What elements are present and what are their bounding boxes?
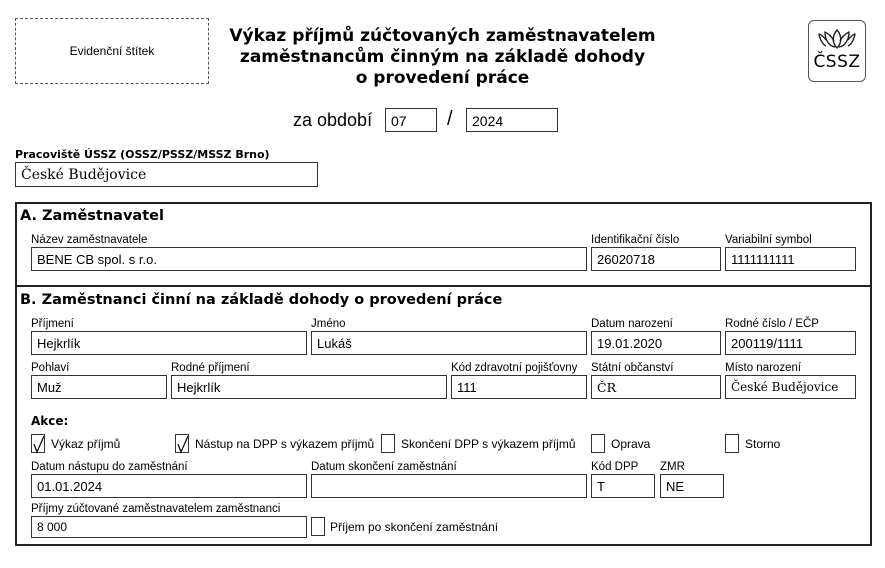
start-date-field[interactable]: 01.01.2024 [31,474,307,498]
dpp-code-label: Kód DPP [591,461,639,473]
checkmark-icon [32,435,46,454]
action-vykaz-label: Výkaz příjmů [51,437,121,451]
firstname-field[interactable]: Lukáš [311,331,587,355]
employer-ic-field[interactable]: 26020718 [591,247,721,271]
actions-label: Akce: [31,414,69,428]
gender-label: Pohlaví [31,362,70,374]
firstname-label: Jméno [311,318,346,330]
period-separator: / [447,108,453,130]
citizenship-field[interactable]: ČR [591,375,721,399]
employer-name-label: Název zaměstnavatele [31,234,148,246]
surname-label: Příjmení [31,318,74,330]
action-nastup-label: Nástup na DPP s výkazem příjmů [195,437,375,451]
income-label: Příjmy zúčtované zaměstnavatelem zaměstnanci [31,503,281,515]
section-divider [15,285,872,287]
evidencni-stitek-box [15,18,209,84]
period-year-field[interactable]: 2024 [466,108,558,132]
zmr-field[interactable]: NE [660,474,724,498]
form-title [215,26,670,89]
cssz-logo-text: ČSSZ [813,52,861,72]
dpp-code-field[interactable]: T [591,474,655,498]
after-end-income-label: Příjem po skončení zaměstnání [330,520,499,534]
zmr-label: ZMR [660,461,685,473]
action-oprava-label: Oprava [611,437,651,451]
action-oprava-checkbox[interactable] [591,434,605,453]
action-skonceni-checkbox[interactable] [381,434,395,453]
section-b-title: B. Zaměstnanci činní na základě dohody o provedení práce [20,292,503,308]
birthno-field[interactable]: 200119/1111 [725,331,856,355]
cssz-logo [808,20,866,82]
office-field[interactable]: České Budějovice [15,162,318,187]
end-date-field[interactable] [311,474,587,498]
end-date-label: Datum skončení zaměstnání [311,461,457,473]
dob-field[interactable]: 19.01.2020 [591,331,721,355]
title-line-1: Výkaz příjmů zúčtovaných zaměstnavatelem [229,26,656,46]
employer-vs-label: Variabilní symbol [725,234,812,246]
start-date-label: Datum nástupu do zaměstnání [31,461,188,473]
insurer-label: Kód zdravotní pojišťovny [451,362,578,374]
birthplace-field[interactable]: České Budějovice [725,375,856,399]
period-month-field[interactable]: 07 [385,108,437,132]
title-line-2: zaměstnancům činným na základě dohody [239,47,646,67]
income-field[interactable]: 8 000 [31,516,307,538]
employer-vs-field[interactable]: 1111111111 [725,247,856,271]
period-label: za období [293,110,373,130]
citizenship-label: Státní občanství [591,362,674,374]
birthname-label: Rodné příjmení [171,362,250,374]
section-a-title: A. Zaměstnavatel [20,208,164,224]
surname-field[interactable]: Hejkrlík [31,331,307,355]
birthname-field[interactable]: Hejkrlík [171,375,447,399]
office-label: Pracoviště ÚSSZ (OSSZ/PSSZ/MSSZ Brno) [15,148,270,161]
birthplace-label: Místo narození [725,362,802,374]
evidencni-stitek-label: Evidenční štítek [69,44,155,58]
employer-ic-label: Identifikační číslo [591,234,680,246]
dob-label: Datum narození [591,318,673,330]
birthno-label: Rodné číslo / EČP [725,318,819,330]
action-storno-checkbox[interactable] [725,434,739,453]
after-end-income-checkbox[interactable] [311,517,325,536]
action-skonceni-label: Skončení DPP s výkazem příjmů [401,437,576,451]
cssz-lotus-icon [817,27,857,51]
employer-name-field[interactable]: BENE CB spol. s r.o. [31,247,587,271]
title-line-3: o provedení práce [355,68,530,88]
gender-field[interactable]: Muž [31,375,167,399]
checkmark-icon [176,435,190,454]
action-storno-label: Storno [745,437,781,451]
action-vykaz-checkbox[interactable] [31,434,45,453]
insurer-field[interactable]: 111 [451,375,587,399]
action-nastup-checkbox[interactable] [175,434,189,453]
